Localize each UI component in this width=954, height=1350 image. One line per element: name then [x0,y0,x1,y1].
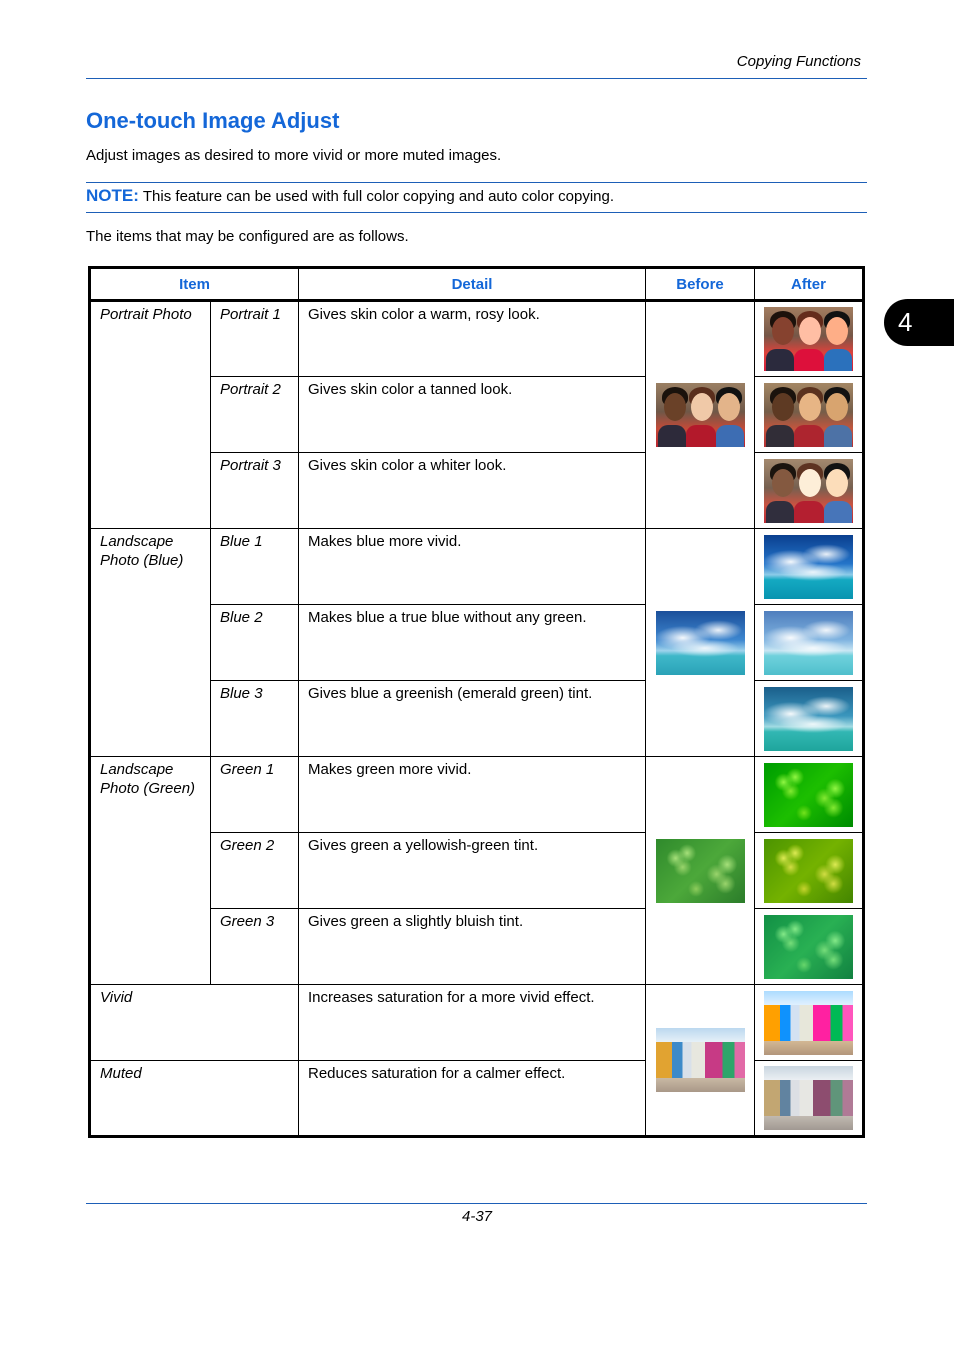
header-after: After [755,268,864,301]
after-cell [755,909,864,985]
group-cell [90,757,211,985]
detail-text: Increases saturation for a more vivid effect. [308,989,595,1006]
header-item: Item [90,268,299,301]
after-cell [755,681,864,757]
group-cell [90,301,211,529]
page-title: One-touch Image Adjust [86,108,340,133]
blue-2-after-image [764,611,853,675]
sub-label: Green 2 [220,837,275,854]
street-before-image [656,1028,745,1092]
after-cell [755,757,864,833]
detail-text: Gives skin color a warm, rosy look. [308,306,540,323]
detail-text: Gives green a slightly bluish tint. [308,913,524,930]
table-header-row [90,268,864,301]
after-cell [755,605,864,681]
sub-label: Blue 1 [220,533,263,550]
blue-3-after-image [764,687,853,751]
detail-text: Gives skin color a tanned look. [308,381,513,398]
clover-before-image [656,839,745,903]
portrait-3-after-image [764,459,853,523]
sub-label: Green 3 [220,913,275,930]
sub-label: Blue 2 [220,609,263,626]
green-1-after-image [764,763,853,827]
detail-text: Reduces saturation for a calmer effect. [308,1065,566,1082]
footer-rule [86,1203,867,1204]
page-number: 4-37 [461,1208,493,1225]
item-label: Muted [100,1065,142,1082]
detail-text: Makes blue more vivid. [308,533,462,550]
running-header: Copying Functions [736,53,861,70]
header-rule [86,78,867,79]
intro-text: Adjust images as desired to more vivid or more muted images. [86,147,502,164]
table-row [90,985,864,1061]
sub-label: Blue 3 [220,685,263,702]
header-before: Before [646,268,755,301]
after-cell [755,1061,864,1137]
table-row [90,529,864,605]
table-row [90,757,864,833]
vivid-after-image [764,991,853,1055]
after-cell [755,301,864,377]
sky-before-image [656,611,745,675]
portrait-1-after-image [764,307,853,371]
after-cell [755,377,864,453]
blue-1-after-image [764,535,853,599]
config-text: The items that may be configured are as follows. [86,228,409,245]
before-cell [646,301,755,529]
detail-text: Gives skin color a whiter look. [308,457,507,474]
detail-text: Makes green more vivid. [308,761,472,778]
table-row [90,301,864,377]
before-cell [646,529,755,757]
after-cell [755,985,864,1061]
group-label: Landscape Photo (Green) [100,761,196,797]
muted-after-image [764,1066,853,1130]
sub-label: Green 1 [220,761,275,778]
group-label: Landscape Photo (Blue) [100,533,184,569]
portrait-before-image [656,383,745,447]
sub-label: Portrait 1 [220,306,281,323]
note-bottom-rule [86,212,867,213]
chapter-tab[interactable]: 4 [884,299,954,346]
note-text: This feature can be used with full color copying and auto color copying. [142,188,614,205]
detail-text: Gives green a yellowish-green tint. [308,837,539,854]
note-block [86,186,614,206]
settings-table [88,266,865,1138]
header-detail: Detail [299,268,646,301]
after-cell [755,529,864,605]
group-cell [90,529,211,757]
after-cell [755,453,864,529]
after-cell [755,833,864,909]
note-top-rule [86,182,867,183]
green-2-after-image [764,839,853,903]
green-3-after-image [764,915,853,979]
sub-label: Portrait 3 [220,457,281,474]
detail-text: Makes blue a true blue without any green. [308,609,587,626]
note-label: NOTE: [86,186,139,205]
group-label: Portrait Photo [100,306,192,323]
portrait-2-after-image [764,383,853,447]
item-label: Vivid [100,989,133,1006]
detail-text: Gives blue a greenish (emerald green) tint. [308,685,593,702]
before-cell [646,757,755,985]
before-cell [646,985,755,1137]
sub-label: Portrait 2 [220,381,281,398]
